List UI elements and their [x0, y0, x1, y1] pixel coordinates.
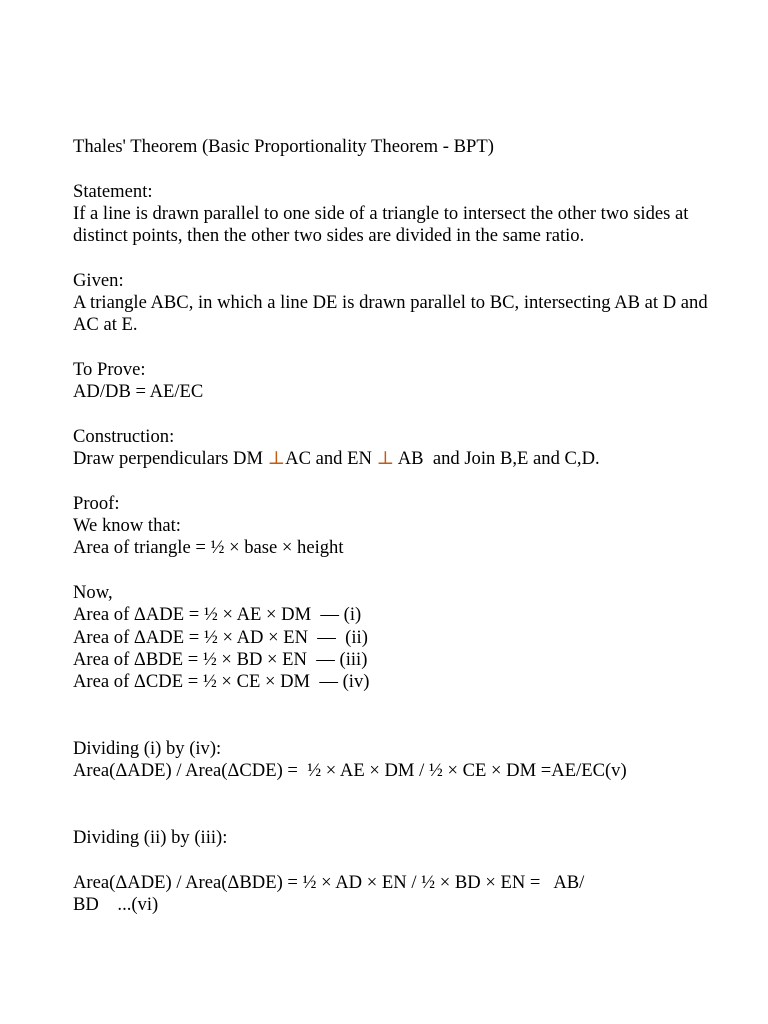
- spacer: [73, 337, 713, 359]
- dividing-1-text: Area(ΔADE) / Area(ΔCDE) = ½ × AE × DM / ½ × CE × DM =AE/EC(v): [73, 760, 627, 782]
- given-heading: Given:: [73, 269, 124, 291]
- document-title: Thales' Theorem (Basic Proportionality Theorem - BPT): [73, 136, 494, 157]
- area-equation-iii: Area of ΔBDE = ½ × BD × EN — (iii): [73, 648, 368, 670]
- spacer: [73, 158, 713, 180]
- spacer: [73, 247, 713, 269]
- proof-formula: Area of triangle = ½ × base × height: [73, 537, 344, 559]
- spacer: [73, 404, 713, 426]
- document-page: [73, 136, 713, 916]
- proof-we-know: We know that:: [73, 515, 181, 537]
- dividing-2-heading: Dividing (ii) by (iii):: [73, 827, 228, 849]
- spacer: [73, 783, 713, 828]
- statement-heading: Statement:: [73, 180, 153, 202]
- construction-part-1: Draw perpendiculars DM: [73, 448, 268, 470]
- spacer: [73, 850, 713, 872]
- construction-part-2: AC and EN: [285, 448, 377, 470]
- to-prove-text: AD/DB = AE/EC: [73, 381, 204, 403]
- dividing-1-heading: Dividing (i) by (iv):: [73, 738, 222, 760]
- dividing-2-text-line-2: BD ...(vi): [73, 894, 159, 916]
- construction-heading: Construction:: [73, 425, 175, 447]
- spacer: [73, 470, 713, 492]
- proof-heading: Proof:: [73, 492, 120, 514]
- given-text: A triangle ABC, in which a line DE is drawn parallel to BC, intersecting AB at D and AC at E.: [73, 292, 708, 336]
- statement-text: If a line is drawn parallel to one side of a triangle to intersect the other two sides at distinct points, then the other two sides are divided in the same ratio.: [73, 202, 689, 247]
- spacer: [73, 560, 713, 582]
- dividing-2-text-line-1: Area(ΔADE) / Area(ΔBDE) = ½ × AD × EN / ½ × BD × EN = AB/: [73, 871, 585, 893]
- area-equation-ii: Area of ΔADE = ½ × AD × EN — (ii): [73, 626, 368, 648]
- perpendicular-symbol: ⊥: [267, 448, 286, 470]
- proof-now: Now,: [73, 581, 113, 603]
- to-prove-heading: To Prove:: [73, 358, 146, 380]
- area-equation-i: Area of ΔADE = ½ × AE × DM — (i): [73, 604, 362, 626]
- spacer: [73, 693, 713, 738]
- perpendicular-symbol: ⊥: [376, 448, 395, 470]
- area-equation-iv: Area of ΔCDE = ½ × CE × DM — (iv): [73, 671, 370, 693]
- construction-part-3: AB and Join B,E and C,D.: [394, 448, 600, 470]
- construction-text: [73, 448, 713, 470]
